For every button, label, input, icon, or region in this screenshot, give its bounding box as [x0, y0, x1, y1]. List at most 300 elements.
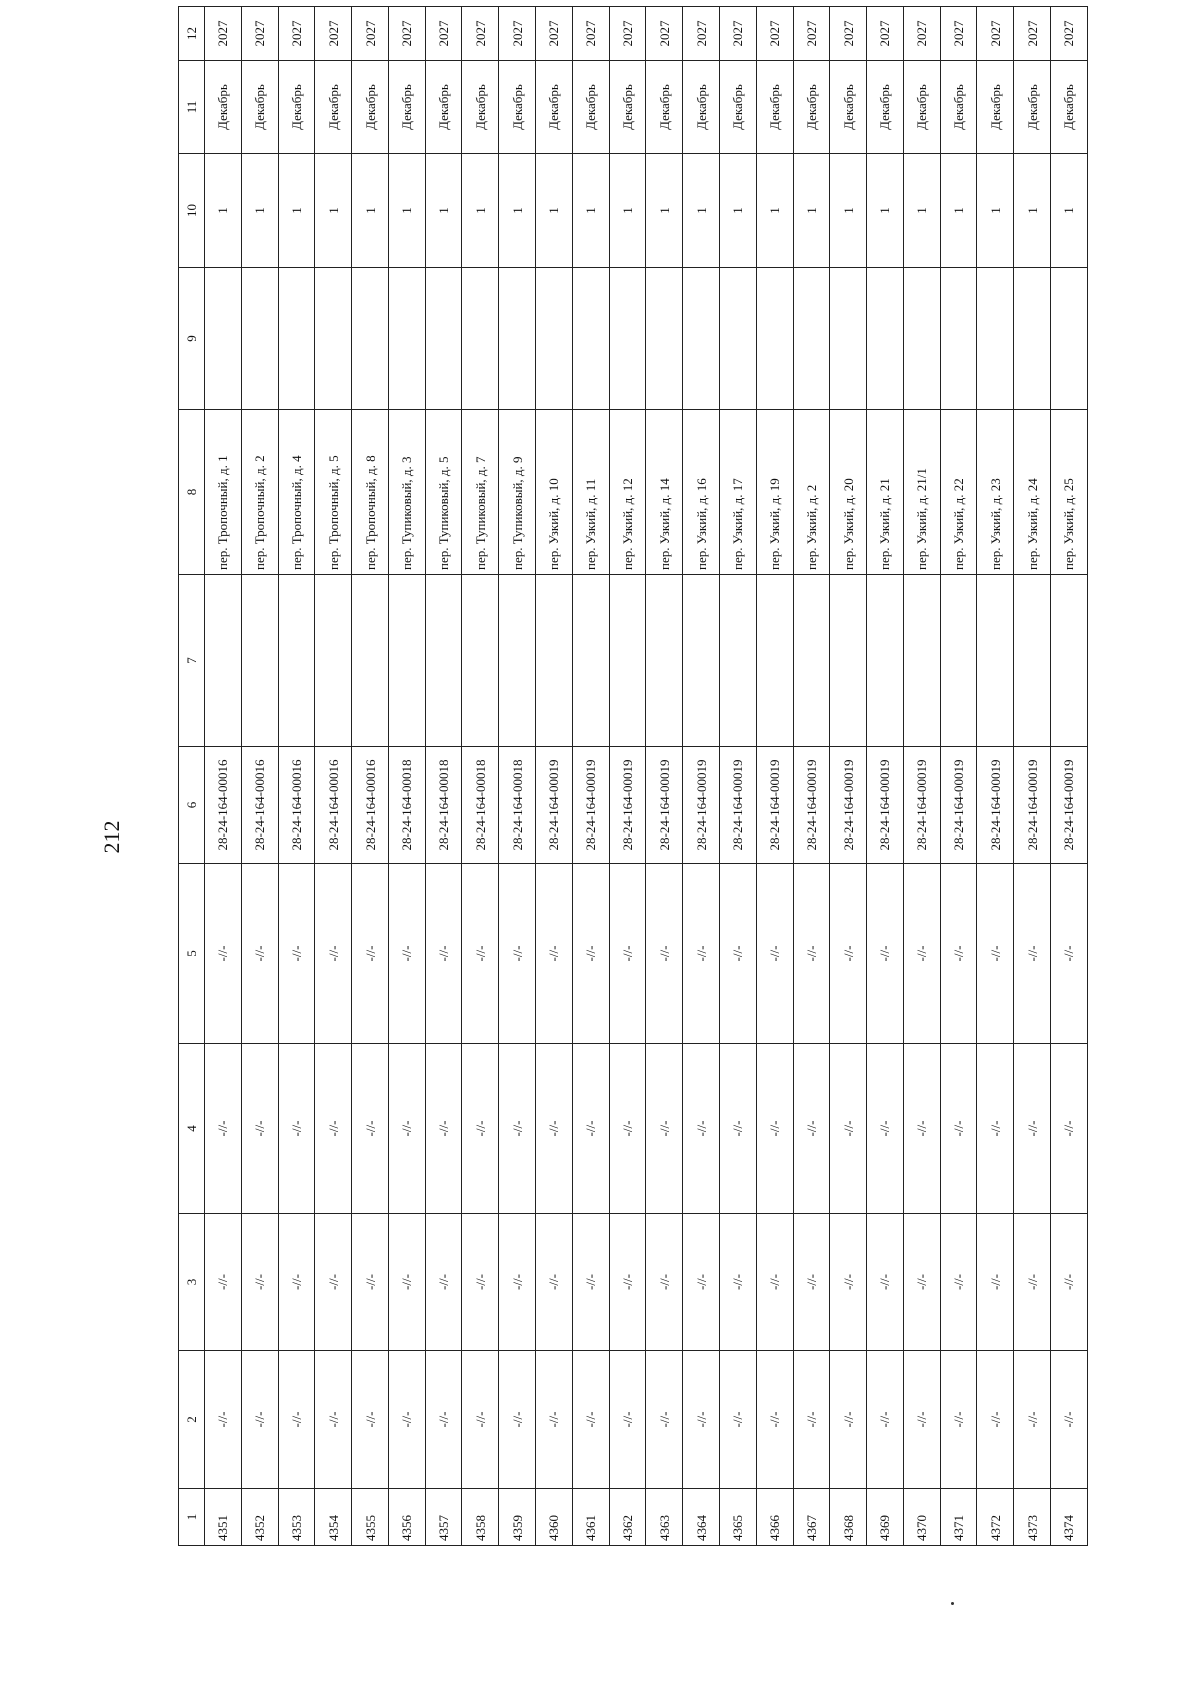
table-cell: 2027	[683, 7, 720, 61]
table-cell: 2027	[462, 7, 499, 61]
table-cell: 1	[867, 154, 904, 268]
table-cell	[940, 575, 977, 747]
table-cell: 4367	[793, 1489, 830, 1546]
table-cell: -//-	[977, 864, 1014, 1044]
table-cell: -//-	[536, 1214, 573, 1351]
table-cell: -//-	[315, 1214, 352, 1351]
table-cell: -//-	[683, 864, 720, 1044]
table-cell: -//-	[205, 1214, 242, 1351]
table-cell: 4362	[609, 1489, 646, 1546]
table-cell: -//-	[756, 1214, 793, 1351]
column-header: 5	[179, 864, 205, 1044]
table-cell: -//-	[425, 1351, 462, 1489]
table-cell: 1	[793, 154, 830, 268]
table-cell: -//-	[425, 864, 462, 1044]
table-cell	[205, 268, 242, 410]
table-cell: 4373	[1014, 1489, 1051, 1546]
table-cell: пер. Узкий, д. 21/1	[903, 410, 940, 575]
table-cell: -//-	[793, 1351, 830, 1489]
table-cell: Декабрь	[867, 61, 904, 154]
table-cell	[462, 268, 499, 410]
table-cell	[1014, 575, 1051, 747]
table-cell	[425, 268, 462, 410]
table-cell: Декабрь	[1014, 61, 1051, 154]
table-cell: -//-	[572, 1044, 609, 1214]
table-cell: -//-	[536, 1044, 573, 1214]
table-cell: 28-24-164-00016	[205, 747, 242, 864]
table-row	[977, 7, 1014, 1546]
table-cell: 28-24-164-00019	[572, 747, 609, 864]
column-header: 11	[179, 61, 205, 154]
table-cell: Декабрь	[1050, 61, 1087, 154]
table-cell: -//-	[1050, 1214, 1087, 1351]
table-cell: 28-24-164-00019	[867, 747, 904, 864]
table-cell: Декабрь	[499, 61, 536, 154]
table-cell: Декабрь	[388, 61, 425, 154]
table-cell: -//-	[278, 1351, 315, 1489]
table-cell: -//-	[278, 864, 315, 1044]
table-cell: 1	[205, 154, 242, 268]
table-row	[903, 7, 940, 1546]
table-cell: 4369	[867, 1489, 904, 1546]
table-cell	[646, 575, 683, 747]
table-cell	[719, 575, 756, 747]
table-cell: пер. Тупиковый, д. 7	[462, 410, 499, 575]
table-cell	[793, 575, 830, 747]
table-cell: 4352	[241, 1489, 278, 1546]
table-row	[536, 7, 573, 1546]
table-cell: 28-24-164-00016	[352, 747, 389, 864]
table-cell	[205, 575, 242, 747]
table-cell: 2027	[1050, 7, 1087, 61]
table-cell: -//-	[609, 1044, 646, 1214]
table-cell: Декабрь	[536, 61, 573, 154]
table-cell: 4364	[683, 1489, 720, 1546]
table-cell	[903, 575, 940, 747]
table-row	[205, 7, 242, 1546]
table-cell: пер. Узкий, д. 12	[609, 410, 646, 575]
table-cell: 1	[719, 154, 756, 268]
table-cell	[756, 268, 793, 410]
table-cell: -//-	[241, 1351, 278, 1489]
table-cell: 4360	[536, 1489, 573, 1546]
table-cell: -//-	[315, 1044, 352, 1214]
table-cell: 4358	[462, 1489, 499, 1546]
table-cell: 2027	[756, 7, 793, 61]
table-cell: -//-	[683, 1214, 720, 1351]
table-cell: 2027	[609, 7, 646, 61]
table-cell	[609, 575, 646, 747]
table-cell	[536, 268, 573, 410]
table-cell	[940, 268, 977, 410]
column-header: 8	[179, 410, 205, 575]
table-cell: -//-	[1014, 1351, 1051, 1489]
table-cell: -//-	[1014, 1214, 1051, 1351]
table-cell: 2027	[536, 7, 573, 61]
table-row	[1014, 7, 1051, 1546]
table-cell: 2027	[793, 7, 830, 61]
table-cell: 28-24-164-00019	[609, 747, 646, 864]
table-cell: 2027	[903, 7, 940, 61]
table-cell: пер. Тупиковый, д. 3	[388, 410, 425, 575]
table-cell: 4353	[278, 1489, 315, 1546]
table-cell	[425, 575, 462, 747]
table-cell: -//-	[241, 1044, 278, 1214]
table-cell: 2027	[278, 7, 315, 61]
table-cell: -//-	[940, 864, 977, 1044]
table-cell: 28-24-164-00019	[646, 747, 683, 864]
table-row	[793, 7, 830, 1546]
table-cell: 4370	[903, 1489, 940, 1546]
table-cell: 28-24-164-00019	[1014, 747, 1051, 864]
table-cell: -//-	[719, 864, 756, 1044]
table-cell	[315, 575, 352, 747]
table-cell: 2027	[352, 7, 389, 61]
table-cell: Декабрь	[793, 61, 830, 154]
table-cell: Декабрь	[903, 61, 940, 154]
table-cell: -//-	[867, 864, 904, 1044]
table-cell: Декабрь	[241, 61, 278, 154]
table-cell: -//-	[609, 1351, 646, 1489]
table-cell: -//-	[867, 1044, 904, 1214]
table-cell	[977, 575, 1014, 747]
table-cell	[1014, 268, 1051, 410]
table-cell: пер. Узкий, д. 2	[793, 410, 830, 575]
table-cell: -//-	[536, 864, 573, 1044]
table-cell: 1	[278, 154, 315, 268]
table-cell: Декабрь	[940, 61, 977, 154]
table-cell: -//-	[425, 1044, 462, 1214]
table-cell	[793, 268, 830, 410]
table-cell: Декабрь	[278, 61, 315, 154]
table-row	[572, 7, 609, 1546]
table-cell: пер. Тропочный, д. 5	[315, 410, 352, 575]
table-cell	[572, 575, 609, 747]
table-cell: -//-	[940, 1044, 977, 1214]
table-row	[462, 7, 499, 1546]
table-cell	[572, 268, 609, 410]
table-cell: 1	[499, 154, 536, 268]
table-cell: 28-24-164-00019	[793, 747, 830, 864]
table-cell: 1	[646, 154, 683, 268]
table-cell: -//-	[867, 1214, 904, 1351]
table-cell: пер. Тропочный, д. 2	[241, 410, 278, 575]
table-cell: 28-24-164-00019	[756, 747, 793, 864]
table-cell	[499, 268, 536, 410]
table-cell	[388, 575, 425, 747]
table-cell: -//-	[903, 1214, 940, 1351]
table-cell: 28-24-164-00018	[425, 747, 462, 864]
table-cell: 1	[903, 154, 940, 268]
table-cell: -//-	[646, 1351, 683, 1489]
table-cell	[278, 268, 315, 410]
table-cell	[1050, 575, 1087, 747]
table-cell: 2027	[646, 7, 683, 61]
table-cell: 2027	[830, 7, 867, 61]
table-cell: -//-	[352, 864, 389, 1044]
table-cell	[867, 575, 904, 747]
table-cell: -//-	[830, 864, 867, 1044]
table-cell: пер. Узкий, д. 21	[867, 410, 904, 575]
scan-speck	[951, 1602, 954, 1605]
table-cell: 2027	[315, 7, 352, 61]
table-cell: 4351	[205, 1489, 242, 1546]
table-cell: 1	[756, 154, 793, 268]
table-cell: -//-	[646, 864, 683, 1044]
table-cell	[683, 268, 720, 410]
table-cell: -//-	[499, 864, 536, 1044]
table-cell: 2027	[425, 7, 462, 61]
table-cell: -//-	[425, 1214, 462, 1351]
table-cell: 4356	[388, 1489, 425, 1546]
rotated-table-container	[178, 20, 1088, 1546]
table-cell: -//-	[388, 1351, 425, 1489]
table-cell: 2027	[1014, 7, 1051, 61]
table-cell: -//-	[241, 1214, 278, 1351]
table-cell: 2027	[719, 7, 756, 61]
table-cell: 4363	[646, 1489, 683, 1546]
table-cell: -//-	[830, 1044, 867, 1214]
table-cell	[830, 575, 867, 747]
table-cell: 4372	[977, 1489, 1014, 1546]
table-row	[719, 7, 756, 1546]
table-cell	[315, 268, 352, 410]
table-cell: 4361	[572, 1489, 609, 1546]
table-cell: -//-	[903, 1351, 940, 1489]
table-cell: -//-	[609, 864, 646, 1044]
page-number: 212	[99, 820, 124, 854]
table-cell: -//-	[683, 1044, 720, 1214]
table-cell: 1	[1014, 154, 1051, 268]
table-cell: -//-	[977, 1044, 1014, 1214]
table-cell: Декабрь	[205, 61, 242, 154]
table-cell: -//-	[352, 1044, 389, 1214]
table-cell: -//-	[756, 1351, 793, 1489]
table-row	[867, 7, 904, 1546]
table-cell: 2027	[940, 7, 977, 61]
table-cell: 4355	[352, 1489, 389, 1546]
table-row	[830, 7, 867, 1546]
table-cell: -//-	[1050, 1351, 1087, 1489]
table-cell: -//-	[388, 864, 425, 1044]
table-cell	[499, 575, 536, 747]
table-cell: -//-	[205, 1351, 242, 1489]
column-header: 3	[179, 1214, 205, 1351]
table-cell: 28-24-164-00018	[499, 747, 536, 864]
table-row	[388, 7, 425, 1546]
table-cell: Декабрь	[719, 61, 756, 154]
table-cell: -//-	[241, 864, 278, 1044]
table-cell: пер. Узкий, д. 24	[1014, 410, 1051, 575]
table-cell	[867, 268, 904, 410]
table-cell: 28-24-164-00016	[278, 747, 315, 864]
table-cell	[352, 575, 389, 747]
table-cell: 1	[683, 154, 720, 268]
table-cell: 2027	[977, 7, 1014, 61]
table-cell: 4368	[830, 1489, 867, 1546]
table-cell: 2027	[388, 7, 425, 61]
table-cell: -//-	[499, 1351, 536, 1489]
table-cell: -//-	[388, 1044, 425, 1214]
table-cell: 1	[830, 154, 867, 268]
table-cell: 1	[352, 154, 389, 268]
table-cell: 2027	[499, 7, 536, 61]
table-cell: пер. Тропочный, д. 8	[352, 410, 389, 575]
table-cell: -//-	[572, 1351, 609, 1489]
table-cell: 1	[388, 154, 425, 268]
table-cell	[719, 268, 756, 410]
table-row	[499, 7, 536, 1546]
table-cell: -//-	[609, 1214, 646, 1351]
table-cell: Декабрь	[830, 61, 867, 154]
table-cell: -//-	[719, 1044, 756, 1214]
table-cell: -//-	[830, 1214, 867, 1351]
table-cell: пер. Узкий, д. 10	[536, 410, 573, 575]
table-cell: 1	[315, 154, 352, 268]
table-cell: Декабрь	[425, 61, 462, 154]
table-cell: -//-	[867, 1351, 904, 1489]
table-cell: -//-	[315, 864, 352, 1044]
table-cell: 4354	[315, 1489, 352, 1546]
table-cell: -//-	[940, 1351, 977, 1489]
table-cell	[241, 575, 278, 747]
column-header: 7	[179, 575, 205, 747]
table-cell: пер. Тупиковый, д. 9	[499, 410, 536, 575]
table-cell: -//-	[1014, 1044, 1051, 1214]
table-cell: пер. Узкий, д. 17	[719, 410, 756, 575]
table-cell: -//-	[462, 1214, 499, 1351]
table-cell: 28-24-164-00016	[241, 747, 278, 864]
table-cell: -//-	[1050, 864, 1087, 1044]
table-cell: пер. Тупиковый, д. 5	[425, 410, 462, 575]
table-row	[315, 7, 352, 1546]
table-cell: Декабрь	[977, 61, 1014, 154]
table-cell: 1	[462, 154, 499, 268]
table-cell: -//-	[830, 1351, 867, 1489]
column-header: 10	[179, 154, 205, 268]
table-cell: -//-	[1014, 864, 1051, 1044]
table-cell	[756, 575, 793, 747]
table-cell	[278, 575, 315, 747]
table-row	[1050, 7, 1087, 1546]
table-cell: 4359	[499, 1489, 536, 1546]
table-cell: 2027	[205, 7, 242, 61]
table-cell: 4371	[940, 1489, 977, 1546]
table-cell: 28-24-164-00019	[1050, 747, 1087, 864]
column-header: 4	[179, 1044, 205, 1214]
table-cell: пер. Узкий, д. 22	[940, 410, 977, 575]
table-cell: -//-	[352, 1214, 389, 1351]
table-cell: -//-	[903, 864, 940, 1044]
table-cell: 28-24-164-00019	[977, 747, 1014, 864]
table-cell: 28-24-164-00019	[536, 747, 573, 864]
table-cell: -//-	[536, 1351, 573, 1489]
table-cell: Декабрь	[315, 61, 352, 154]
table-cell: Декабрь	[609, 61, 646, 154]
table-cell: -//-	[572, 864, 609, 1044]
table-cell: -//-	[462, 864, 499, 1044]
table-cell: 28-24-164-00019	[830, 747, 867, 864]
table-cell: -//-	[499, 1214, 536, 1351]
table-row	[352, 7, 389, 1546]
column-header: 9	[179, 268, 205, 410]
table-cell: -//-	[903, 1044, 940, 1214]
table-cell: 2027	[241, 7, 278, 61]
table-row	[425, 7, 462, 1546]
table-cell: пер. Узкий, д. 11	[572, 410, 609, 575]
table-cell: -//-	[793, 864, 830, 1044]
table-cell: 28-24-164-00016	[315, 747, 352, 864]
table-cell: -//-	[719, 1351, 756, 1489]
table-row	[278, 7, 315, 1546]
table-row	[646, 7, 683, 1546]
table-cell: пер. Тропочный, д. 1	[205, 410, 242, 575]
table-cell: пер. Узкий, д. 25	[1050, 410, 1087, 575]
table-cell	[683, 575, 720, 747]
table-cell: Декабрь	[352, 61, 389, 154]
table-cell: 1	[940, 154, 977, 268]
table-cell: 1	[977, 154, 1014, 268]
table-cell: -//-	[683, 1351, 720, 1489]
table-cell: -//-	[352, 1351, 389, 1489]
table-cell: 4357	[425, 1489, 462, 1546]
table-cell: 1	[609, 154, 646, 268]
table-cell: 28-24-164-00019	[719, 747, 756, 864]
table-cell: Декабрь	[646, 61, 683, 154]
table-cell: -//-	[315, 1351, 352, 1489]
table-cell: 28-24-164-00019	[940, 747, 977, 864]
table-row	[756, 7, 793, 1546]
table-cell: 28-24-164-00019	[903, 747, 940, 864]
table-cell: Декабрь	[756, 61, 793, 154]
table-body	[205, 7, 1088, 1546]
table-cell: 4374	[1050, 1489, 1087, 1546]
table-cell: 1	[241, 154, 278, 268]
table-cell: -//-	[499, 1044, 536, 1214]
table-cell: -//-	[462, 1351, 499, 1489]
column-header: 2	[179, 1351, 205, 1489]
table-cell: -//-	[793, 1044, 830, 1214]
column-header: 12	[179, 7, 205, 61]
table-row	[940, 7, 977, 1546]
table-cell: 28-24-164-00018	[388, 747, 425, 864]
table-cell	[352, 268, 389, 410]
table-cell: -//-	[646, 1044, 683, 1214]
table-cell	[536, 575, 573, 747]
table-row	[683, 7, 720, 1546]
table-cell: -//-	[462, 1044, 499, 1214]
table-cell: -//-	[793, 1214, 830, 1351]
table-cell: пер. Узкий, д. 20	[830, 410, 867, 575]
table-cell: 2027	[572, 7, 609, 61]
table-cell: 4366	[756, 1489, 793, 1546]
table-cell: 1	[536, 154, 573, 268]
table-cell: 2027	[867, 7, 904, 61]
data-table	[178, 6, 1088, 1546]
table-cell: 28-24-164-00018	[462, 747, 499, 864]
table-cell: пер. Узкий, д. 14	[646, 410, 683, 575]
table-cell: 28-24-164-00019	[683, 747, 720, 864]
table-cell	[1050, 268, 1087, 410]
table-cell: -//-	[977, 1214, 1014, 1351]
table-cell: пер. Узкий, д. 23	[977, 410, 1014, 575]
table-cell: -//-	[205, 864, 242, 1044]
table-cell: 4365	[719, 1489, 756, 1546]
table-cell	[388, 268, 425, 410]
header-row	[179, 7, 205, 1546]
table-cell: -//-	[278, 1044, 315, 1214]
table-row	[241, 7, 278, 1546]
